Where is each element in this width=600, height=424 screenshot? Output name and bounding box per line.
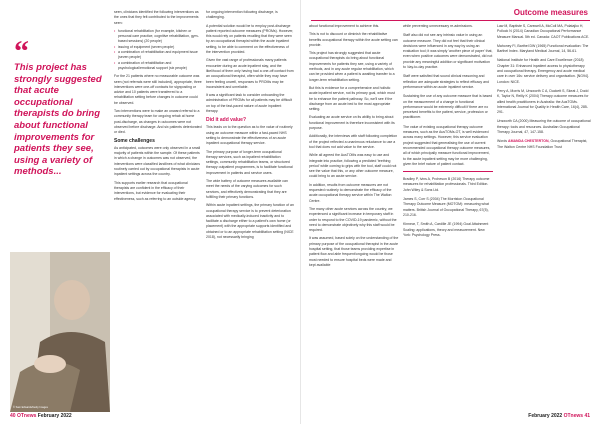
section-heading: Some challenges (114, 137, 155, 144)
list-item: • a combination of rehabilitation and equipment issue (seven people) (114, 50, 202, 61)
reference-item: Perry A, Morris M, Unsworth C A, Duckett S, Skeat J, Dodd K, Taylor N, Reilly K (2004) Therapy outcome measures for allied health practitioners in Australia: the AusTOMs. International Journal for Quality in Health Care, 16(4), 285-291. (497, 88, 589, 115)
paragraph: Within acute inpatient settings, the primary function of an occupational therapy service is to prevent deterioration associated with medically-induced inactivity and to facilitate a discharge either to a patient's own home (or placement) with the appropriate supports identified and obtained or to an appropriate rehabilitation setting (NICE 2018), not necessarily bringing (206, 203, 294, 239)
reference-item: Kinnear, T, Smith A, Cardille JE (1994) Goal Attainment Scaling: applications, theory and measurement. New York: Psychology Press. (403, 222, 489, 237)
article-photo (10, 252, 110, 412)
paragraph: This supports earlier research that occupational therapists are confident in the efficacy of their interventions, but evidence for evaluating their effectiveness, such as referring to an outside agency (114, 180, 196, 201)
paragraph: Sustaining the use of any outcome measure that is based on the measurement of a change in functional performance would be extremely difficult if there are no perceived benefits to the patient, service, profession or practitioner. (403, 94, 493, 120)
reference-item: Bradley P, Ivins A, Proheson B (2016) Therapy outcome measures for rehabilitation professionals. Third Edition. John Wiley & Sons Ltd. (403, 177, 490, 192)
paragraph: Additionally, the interviews with staff following completion of the project reflected a unanimous reluctance to use a tool that does not add value to the service. (309, 134, 398, 149)
paragraph: The value of existing occupational therapy outcome measures, such as the AusTOMs-OT, is well evidenced across many settings. However, this service evaluation project suggested that generalising the use of current recommended occupational therapy outcome measures, all of which principally measure functional improvement, to the acute inpatient setting may be more challenging, given the brief nature of patient contact. (403, 124, 491, 166)
page-number: 40 (10, 413, 16, 419)
magazine-brand: OTnews (16, 413, 37, 419)
pull-quote: This project has strongly suggested that acute occupational therapists do bring about functional improvements for patients they see, using a variety of methods... (14, 62, 102, 178)
issue-date: February 2022 (528, 413, 563, 419)
author-label: Words (497, 139, 508, 144)
paragraph: As anticipated, outcomes were only observed in a small majority of patients within the sample. Of these patients in which a change in outcomes was not observed, the interventions were classified landlines of what clinicians routinely carried out by occupational therapists in acute inpatient settings across the country. (114, 145, 201, 177)
paragraph: Staff were satisfied that sound clinical reasoning and reflection are adequate strategies to reflect efficacy and performance within an acute inpatient service. (403, 74, 489, 89)
paragraph: The primary purpose of longer-term occupational therapy services, such as inpatient rehabilitation settings, community rehabilitation teams, or structured therapy outpatient programmes, is to facilitate functional improvement in patients and service users. (206, 149, 293, 175)
photo-credit: © Sam Edwards/Getty Images (13, 406, 48, 409)
list-item: • a combination of rehabilitation and psychological/emotional support (six people) (114, 61, 202, 72)
paragraph: But this is evidence for a comprehensive and holistic acute inpatient service, not its primary goal, which must be to enhance the patient pathway. So, we'll see if the discharge from an acute bed to the most appropriate setting. (309, 85, 395, 112)
right-page (300, 0, 600, 424)
magazine-brand: OTnews (563, 413, 584, 419)
issue-date: February 2022 (37, 413, 72, 419)
paragraph: It was assumed, based solely on the understanding of the primary purpose of the occupational therapist in the acute hospital setting, that those teams providing expertise in patient flow and able frequent/ongoing would be those most needed to ensure hospital beds were made and kept available (309, 236, 399, 267)
left-column-2 (206, 10, 294, 243)
author-name: AMANDA CHESTERTON, (508, 139, 550, 144)
paragraph: while preventing unnecessary re-admissions. (403, 24, 473, 28)
paragraph: It was a significant task to consider onboarding the administration of PROMs for all patients may be difficult on top of the fast-paced nature of acute inpatient therapy. (206, 93, 292, 114)
paragraph: Evaluating an acute service on its ability to bring about functional improvement is therefore inconsistent with its purpose. (309, 115, 395, 131)
paragraph: The wide battery of outcome measures available can meet the needs of the varying outcomes for such services, and effectively demonstrating that they are fulfilling their primary functions. (206, 179, 288, 199)
section-header-title: Outcome measures (513, 8, 588, 17)
reference-item: Mahoney FI, Barthel DW (1965) Functional evaluation: The Barthel Index. Maryland Medical Journal, 14, 56-61. (497, 43, 589, 54)
right-footer (528, 413, 590, 419)
paragraph: In addition, results from outcome measures are not requested routinely to demonstrate the efficacy of the acute occupational therapy service within The Walton Centre. (309, 182, 392, 203)
paragraph: Given the vast range of professionals many patients encounter during an acute inpatient stay, and the likelihood of them only having had a one-off contact from an occupational therapist, often while they may have been feeling unwell, responses to PROMs may be inconsistent and unreliable. (206, 58, 294, 89)
reference-item: James S, Corr S (2004) The Morriston Occupational Therapy Outcome Measure (MOTOM): measuring what matters. British Journal of Occupational Therapy, 67(5), 210-216. (403, 197, 489, 217)
right-column-3 (497, 24, 591, 154)
reference-item: National Institute for Health and Care Excellence (2018) Chapter 31: Enhanced inpatient access to physiotherapy and occupational therapy. Emergency and acute medical care in over 16s: service delivery and organisation. [NG94]. London: NICE. (497, 58, 589, 84)
section-heading: Did it add value? (206, 117, 247, 124)
list-item: • issuing of equipment (seven people) (114, 45, 202, 50)
left-footer (10, 413, 72, 419)
reference-item: Unsworth CA (2000) Measuring the outcome of occupational therapy: tools and resources. Australian Occupational Therapy Journal, 47, 147-158. (497, 119, 591, 135)
paragraph: This project has strongly suggested that acute occupational therapists do bring about functional improvements for patients they see, using a variety of methods, and in any acute regular rehabilitation, which can be provided when a patient is awaiting transfer to a longer-term rehabilitation setting. (309, 51, 395, 82)
left-column-1 (114, 10, 202, 205)
author-role: Occupational Therapist, The Walton Centre NHS Foundation Trust (497, 139, 588, 149)
quote-mark: “ (14, 35, 29, 68)
paragraph: A potential solution would be to employ post-discharge patient reported outcome measures (PROMs). However, this would rely on patients recalling that they were seen by an occupational therapist within the acute inpatient setting, to be able to comment on the effectiveness of the intervention provided. (206, 23, 294, 55)
header-rule (311, 20, 590, 21)
reference-item: Law M, Baptiste S, Carswell A, McColl MA, Polatajko H, Pollock N (2014) Canadian Occupational Performance Measure Manual. 5th ed. Canada: CAOT Publications ACE. (497, 24, 590, 39)
paragraph: Staff also did not see any intrinsic value in using an outcome measure. They did not feel that their clinical decisions were influenced in any way by using an evaluation tool; it was simply 'another piece of paper' that, even when positive outcomes were demonstrated, did not provide any meaningful addition or significant motivation to 'day-to-day practice. (403, 33, 493, 70)
paragraph: seen, clinicians identified the following interventions as the ones that they felt contributed to the improvements seen: (114, 10, 199, 25)
paragraph: The many other acute services across the country, we experienced a significant increase in temporary staff in order to respond to the COVID-19 pandemic, without the need to demonstrate objectively why this staff would be required. (309, 206, 397, 233)
list-item: • functional rehabilitation (for example, kitchen or personal care practice, cognitive rehabilitation, gym-based sessions) (20 people) (114, 29, 202, 45)
paragraph: This leads on to the question as to the value of routinely using an outcome measure within a fast-paced NHS setting to demonstrate the effectiveness of an acute inpatient occupational therapy service. (206, 125, 293, 146)
right-column-1 (309, 24, 399, 271)
right-column-2 (403, 24, 493, 242)
paragraph: For the 21 patients where no measurable outcome was seen (not referrals were still included), appropriate, three interventions were one-off contacts for signposting or advice and 10 patients were transferred to a rehabilitation setting before changes in outcome could be observed. (114, 74, 202, 105)
paragraph: While all agreed the AusTOMs was easy to use and integrate into practice, following a predicted 'teething period' while coming to grips with the tool, staff could not see the value that this, or any other outcome measure, could bring to an acute service. (309, 153, 397, 179)
paragraph: This is not to discount or diminish the rehabilitative benefits occupational therapy within the acute setting can provide. (309, 32, 398, 47)
page-number: 41 (584, 413, 590, 419)
photo-illustration (10, 252, 110, 412)
paragraph: for ongoing intervention following discharge, is challenging. (206, 10, 278, 20)
intervention-list (114, 29, 202, 71)
paragraph: about functional improvement to achieve this. (309, 24, 380, 28)
paragraph: Two interventions were to make an onward referral to a community therapy team for ongoing rehab at home post-discharge, as changes in outcomes were not observed before discharge. And six patients deteriorated or died. (114, 109, 202, 135)
author-credit (497, 139, 591, 150)
